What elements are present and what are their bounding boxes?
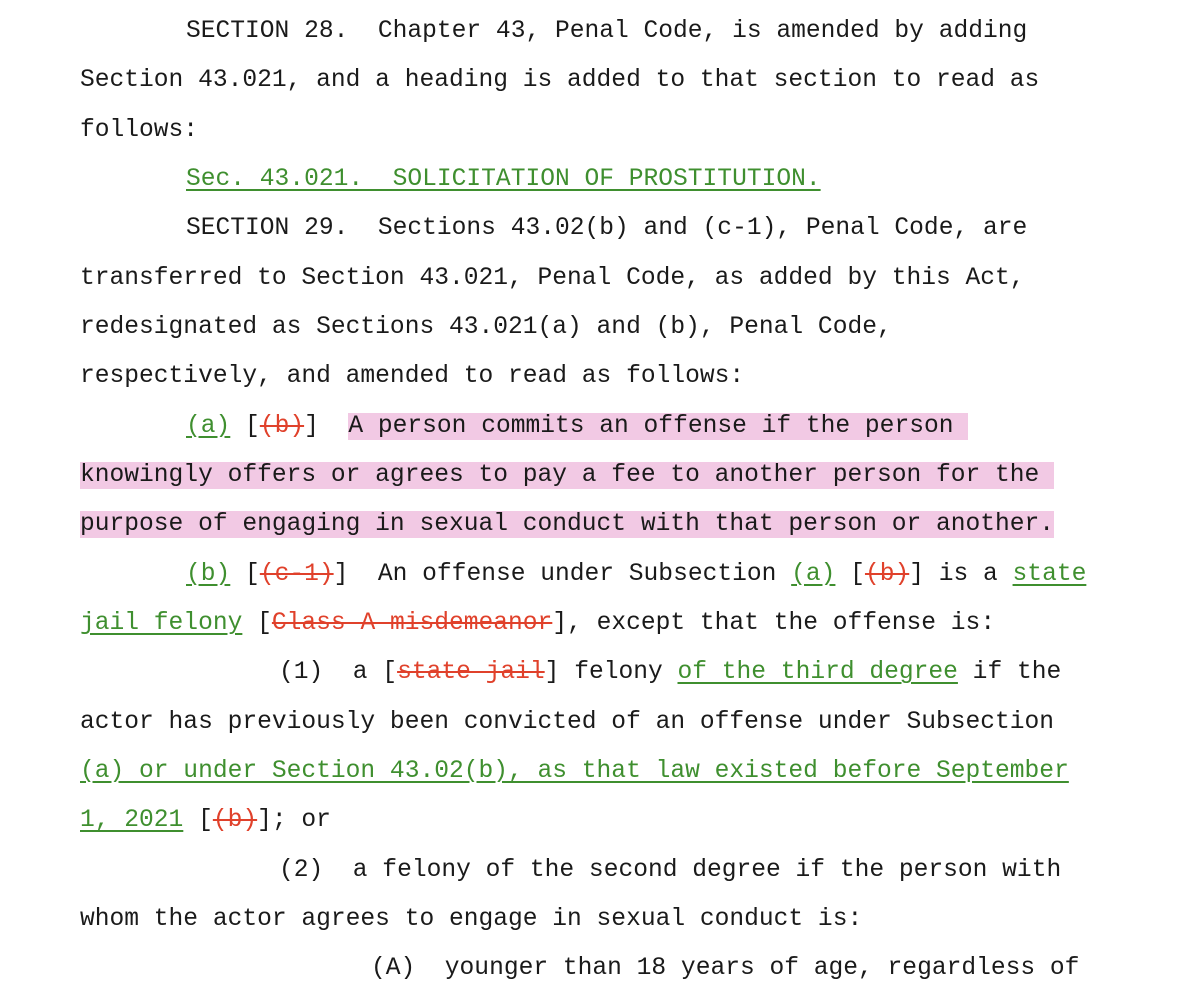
section-heading xyxy=(186,164,821,196)
deleted-state-jail: state jail xyxy=(397,659,545,686)
inserted-label: (b) xyxy=(186,561,231,588)
inserted-label: (a) xyxy=(186,413,231,440)
item-1-line-1 xyxy=(279,657,1061,689)
text: if the xyxy=(957,659,1062,686)
section-29-line-3: redesignated as Sections 43.021(a) and (b), Penal Code, xyxy=(80,314,892,341)
deleted-misdemeanor: Class A misdemeanor xyxy=(271,610,553,637)
text: ] is a xyxy=(909,561,1013,588)
item-a-line-1: (A) younger than 18 years of age, regardless of xyxy=(371,955,1080,982)
text: ]; or xyxy=(257,807,331,834)
text: An offense under Subsection xyxy=(377,561,792,588)
subsection-a-line-3 xyxy=(80,509,1054,541)
section-28-line-2: Section 43.021, and a heading is added to that section to read as xyxy=(80,67,1040,94)
bracket: [ xyxy=(242,610,272,637)
bracket: [ xyxy=(183,807,213,834)
highlighted-text: A person commits an offense if the person xyxy=(348,413,969,440)
section-28-line-1: SECTION 28. Chapter 43, Penal Code, is amended by adding xyxy=(186,18,1028,45)
deleted-b: (b) xyxy=(212,807,258,834)
text: (1) a [ xyxy=(279,659,398,686)
item-1-line-3 xyxy=(80,756,1069,788)
subsection-b-line-1 xyxy=(186,559,1086,591)
subsection-b-line-2 xyxy=(80,608,995,640)
deleted-label: (b) xyxy=(259,413,305,440)
bracket: ] xyxy=(304,413,349,440)
bracket: ] xyxy=(333,561,378,588)
inserted-heading: Sec. 43.021. SOLICITATION OF PROSTITUTION. xyxy=(186,166,821,193)
item-1-line-2: actor has previously been convicted of an offense under Subsection xyxy=(80,709,1055,736)
item-2-line-2: whom the actor agrees to engage in sexual conduct is: xyxy=(80,906,863,933)
section-29-line-4: respectively, and amended to read as follows: xyxy=(80,363,745,390)
section-29-line-2: transferred to Section 43.021, Penal Code, as added by this Act, xyxy=(80,265,1025,292)
inserted-ref: (a) xyxy=(791,561,836,588)
highlighted-text: purpose of engaging in sexual conduct with that person or another. xyxy=(80,511,1055,538)
subsection-a-line-1 xyxy=(186,411,968,443)
bracket: [ xyxy=(230,561,260,588)
inserted-jail-felony: jail felony xyxy=(80,610,243,637)
inserted-state: state xyxy=(1012,561,1087,588)
bracket: [ xyxy=(230,413,260,440)
section-29-line-1: SECTION 29. Sections 43.02(b) and (c-1), Penal Code, are xyxy=(186,215,1028,242)
section-28-line-3: follows: xyxy=(80,117,199,144)
inserted-date: 1, 2021 xyxy=(80,807,184,834)
text: ] felony xyxy=(544,659,678,686)
inserted-prior-law: (a) or under Section 43.02(b), as that law existed before September xyxy=(80,758,1069,785)
item-1-line-4 xyxy=(80,805,331,837)
inserted-third-degree: of the third degree xyxy=(677,659,958,686)
deleted-ref: (b) xyxy=(864,561,910,588)
subsection-a-line-2 xyxy=(80,460,1054,492)
highlighted-text: knowingly offers or agrees to pay a fee to another person for the xyxy=(80,462,1055,489)
bracket: [ xyxy=(835,561,865,588)
text: ], except that the offense is: xyxy=(552,610,996,637)
item-2-line-1: (2) a felony of the second degree if the person with xyxy=(279,857,1062,884)
deleted-label: (c-1) xyxy=(259,561,334,588)
